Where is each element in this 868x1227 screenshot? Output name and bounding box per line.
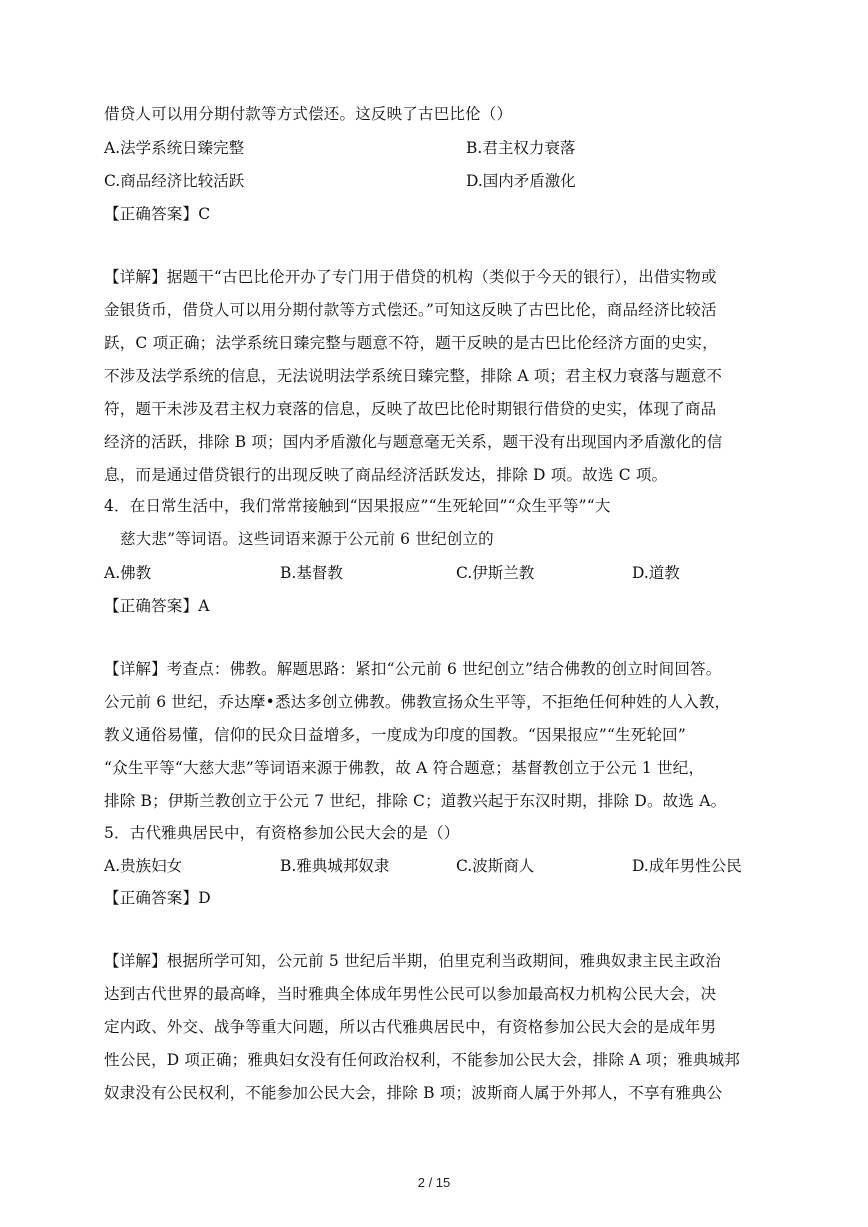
q3-detail-line: 金银货币，借贷人可以用分期付款等方式偿还。”可知这反映了古巴比伦，商品经济比较活 xyxy=(104,301,717,319)
q4-answer: 【正确答案】A xyxy=(104,597,210,615)
q4-detail-line: “众生平等“大慈大悲”等词语来源于佛教，故 A 符合题意；基督教创立于公元 1 世纪， xyxy=(104,759,705,777)
q4-detail-line: 【详解】考查点：佛教。解题思路：紧扣“公元前 6 世纪创立”结合佛教的创立时间回答。 xyxy=(104,660,722,678)
q5-detail-line: 奴隶没有公民权利，不能参加公民大会，排除 B 项；波斯商人属于外邦人，不享有雅典公 xyxy=(104,1084,723,1102)
q5-option-c: C.波斯商人 xyxy=(456,857,535,875)
q3-option-a: A.法学系统日臻完整 xyxy=(104,139,245,157)
q4-detail-line: 排除 B；伊斯兰教创立于公元 7 世纪，排除 C；道教兴起于东汉时期，排除 D。故选 A。 xyxy=(104,792,727,810)
q3-option-b: B.君主权力衰落 xyxy=(466,139,576,157)
q4-stem-line: 4．在日常生活中，我们常常接触到“因果报应”“生死轮回”“众生平等”“大 xyxy=(104,497,611,515)
q3-option-d: D.国内矛盾激化 xyxy=(466,172,576,190)
q3-answer: 【正确答案】C xyxy=(104,205,211,223)
q4-detail-line: 教义通俗易懂，信仰的民众日益增多，一度成为印度的国教。“因果报应”“生死轮回” xyxy=(104,726,686,744)
q3-stem: 借贷人可以用分期付款等方式偿还。这反映了古巴比伦（） xyxy=(104,105,513,123)
q4-option-c: C.伊斯兰教 xyxy=(456,564,535,582)
q5-detail-line: 【详解】根据所学可知，公元前 5 世纪后半期，伯里克利当政期间，雅典奴隶主民主政治 xyxy=(104,952,721,970)
q4-option-a: A.佛教 xyxy=(104,564,152,582)
q5-detail-line: 达到古代世界的最高峰，当时雅典全体成年男性公民可以参加最高权力机构公民大会，决 xyxy=(104,985,717,1003)
q4-stem-line: 慈大悲”等词语。这些词语来源于公元前 6 世纪创立的 xyxy=(120,530,494,548)
q5-stem: 5．古代雅典居民中，有资格参加公民大会的是（） xyxy=(104,824,460,842)
q3-detail-line: 不涉及法学系统的信息，无法说明法学系统日臻完整，排除 A 项；君主权力衰落与题意不 xyxy=(104,367,723,385)
page-number: 2 / 15 xyxy=(417,1175,451,1190)
q4-option-b: B.基督教 xyxy=(280,564,343,582)
q5-answer: 【正确答案】D xyxy=(104,889,211,907)
q3-detail-line: 经济的活跃，排除 B 项；国内矛盾激化与题意毫无关系，题干没有出现国内矛盾激化的信 xyxy=(104,433,723,451)
q3-option-c: C.商品经济比较活跃 xyxy=(104,172,245,190)
q3-detail-line: 【详解】据题干“古巴比伦开办了专门用于借贷的机构（类似于今天的银行），出借实物或 xyxy=(104,268,717,286)
q5-detail-line: 定内政、外交、战争等重大问题，所以古代雅典居民中，有资格参加公民大会的是成年男 xyxy=(104,1018,717,1036)
q5-option-a: A.贵族妇女 xyxy=(104,857,183,875)
q5-option-b: B.雅典城邦奴隶 xyxy=(280,857,390,875)
q5-detail-line: 性公民，D 项正确；雅典妇女没有任何政治权利，不能参加公民大会，排除 A 项；雅典城邦 xyxy=(104,1051,741,1069)
q4-option-d: D.道教 xyxy=(632,564,680,582)
q3-detail-line: 符，题干未涉及君主权力衰落的信息，反映了故巴比伦时期银行借贷的史实，体现了商品 xyxy=(104,400,717,418)
q4-detail-line: 公元前 6 世纪，乔达摩•悉达多创立佛教。佛教宣扬众生平等，不拒绝任何种姓的人入教， xyxy=(104,693,731,711)
q3-detail-line: 跃，C 项正确；法学系统日臻完整与题意不符，题干反映的是古巴比伦经济方面的史实， xyxy=(104,334,718,352)
q3-detail-line: 息，而是通过借贷银行的出现反映了商品经济活跃发达，排除 D 项。故选 C 项。 xyxy=(104,466,668,484)
q5-option-d: D.成年男性公民 xyxy=(632,857,742,875)
